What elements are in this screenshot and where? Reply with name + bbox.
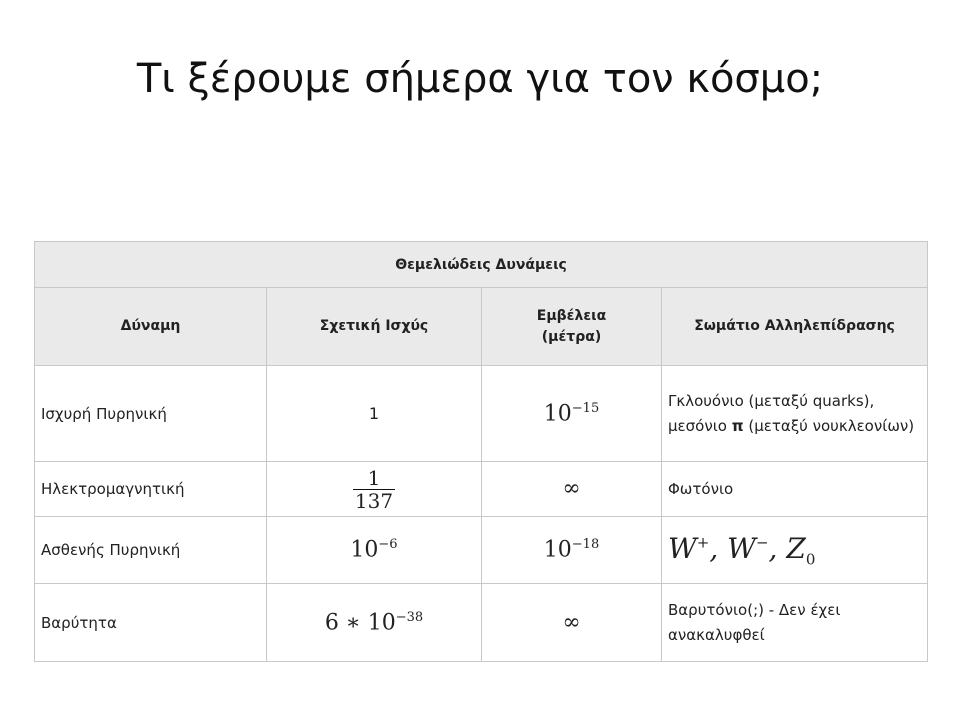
range-infinity: ∞ <box>482 584 662 662</box>
relative-strength <box>267 462 482 517</box>
header-particle: Σωμάτιο Αλληλεπίδρασης <box>662 288 928 366</box>
force-name: Ηλεκτρομαγνητική <box>35 462 267 517</box>
table-header-row <box>35 288 928 366</box>
table-row <box>35 366 928 462</box>
particle-pi: π <box>731 416 744 435</box>
interaction-particle <box>662 517 928 584</box>
range-base: 10 <box>543 401 572 427</box>
header-range-line1: Εμβέλεια <box>536 307 607 324</box>
header-force: Δύναμη <box>35 288 267 366</box>
w-plus-symbol: W <box>668 531 697 565</box>
fundamental-forces-table <box>34 241 928 662</box>
force-name: Βαρύτητα <box>35 584 267 662</box>
table-caption-row <box>35 242 928 288</box>
range-base: 10 <box>543 537 572 563</box>
table-row <box>35 517 928 584</box>
w-minus-sup: − <box>755 533 769 552</box>
strength-exponent: −6 <box>378 537 398 553</box>
particle-text-a: Γκλουόνιο (μεταξύ quarks), μεσόνιο <box>668 391 875 435</box>
interaction-particle <box>662 366 928 462</box>
table-row <box>35 584 928 662</box>
force-name: Ισχυρή Πυρηνική <box>35 366 267 462</box>
fraction-denominator: 137 <box>354 489 394 513</box>
range-value <box>482 517 662 584</box>
force-name: Ασθενής Πυρηνική <box>35 517 267 584</box>
relative-strength <box>267 517 482 584</box>
particle-text-b: (μεταξύ νουκλεονίων) <box>743 416 915 435</box>
fraction-numerator: 1 <box>367 466 381 490</box>
relative-strength <box>267 584 482 662</box>
strength-base: 10 <box>350 537 379 563</box>
range-infinity: ∞ <box>482 462 662 517</box>
header-range-line2: (μέτρα) <box>541 328 602 345</box>
range-exponent: −15 <box>571 400 600 416</box>
strength-fraction <box>351 467 397 512</box>
range-value <box>482 366 662 462</box>
interaction-particle: Βαρυτόνιο(;) - Δεν έχει ανακαλυφθεί <box>662 584 928 662</box>
strength-exponent: −38 <box>395 609 424 625</box>
header-strength: Σχετική Ισχύς <box>267 288 482 366</box>
strength-coefficient: 6 ∗ 10 <box>324 610 396 636</box>
w-plus-sup: + <box>696 533 710 552</box>
range-exponent: −18 <box>571 537 600 553</box>
w-minus-symbol: W <box>727 531 756 565</box>
z-symbol: Z <box>786 531 806 565</box>
relative-strength: 1 <box>267 366 482 462</box>
table-caption: Θεμελιώδεις Δυνάμεις <box>35 242 928 288</box>
slide-title: Τι ξέρουμε σήμερα για τον κόσμο; <box>136 56 824 102</box>
table-row <box>35 462 928 517</box>
z-sub: 0 <box>805 550 816 569</box>
interaction-particle: Φωτόνιο <box>662 462 928 517</box>
separator: , <box>709 531 728 565</box>
header-range <box>482 288 662 366</box>
separator: , <box>768 531 787 565</box>
